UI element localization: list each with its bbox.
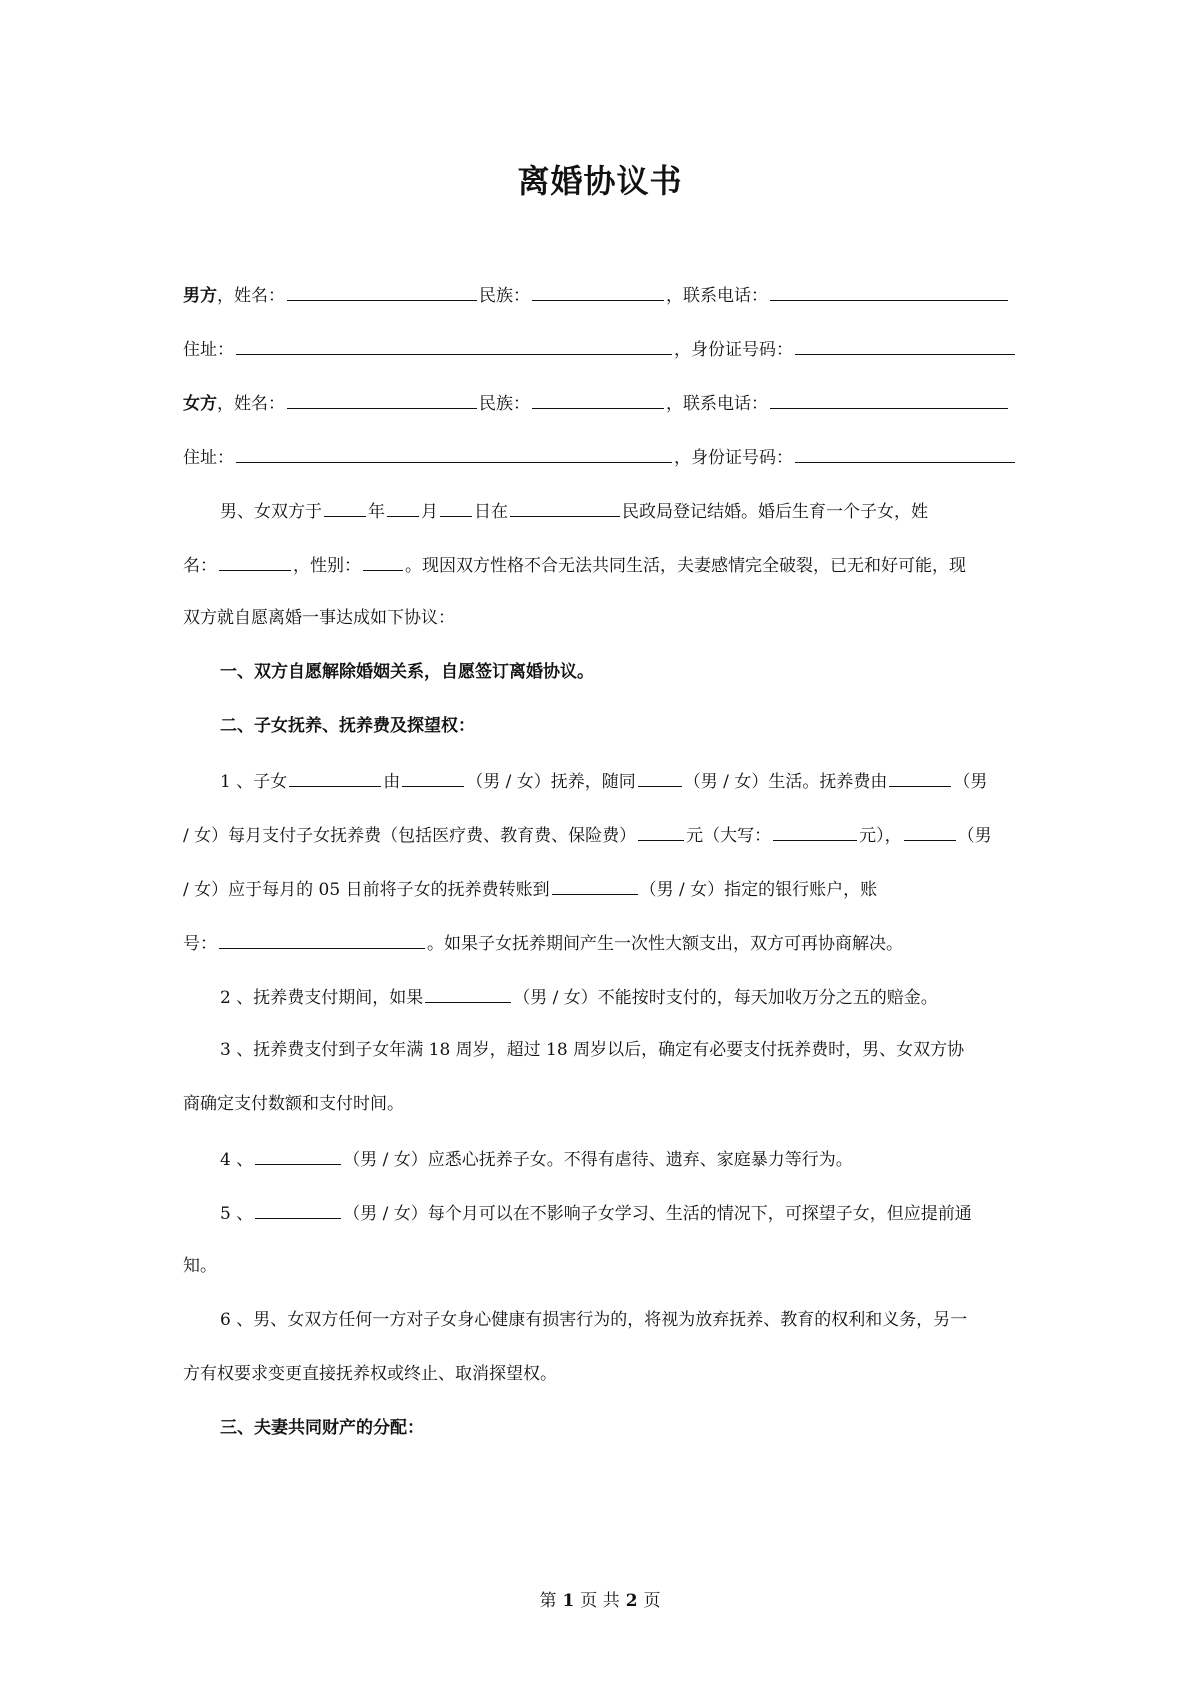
female-address-field[interactable] bbox=[236, 444, 672, 463]
address-label: 住址： bbox=[183, 340, 234, 360]
intro-text: 民政局登记结婚。婚后生育一个子女，姓 bbox=[622, 502, 928, 522]
clause-text: 1 、子女 bbox=[220, 772, 288, 792]
intro-line-1 bbox=[220, 498, 1023, 524]
caregiver-field[interactable] bbox=[255, 1146, 341, 1165]
intro-text: 男、女双方于 bbox=[220, 502, 322, 522]
clause-text: （男 / 女）生活。抚养费由 bbox=[683, 772, 888, 792]
payer-field[interactable] bbox=[889, 768, 951, 787]
clause-text: （男 / 女）指定的银行账户，账 bbox=[639, 880, 878, 900]
phone-label: ，联系电话： bbox=[666, 394, 768, 414]
child-field[interactable] bbox=[289, 768, 381, 787]
female-ethnicity-field[interactable] bbox=[532, 390, 664, 409]
amount-words-field[interactable] bbox=[773, 822, 857, 841]
clause-2-line bbox=[220, 984, 1023, 1010]
clause-1-line-1 bbox=[220, 768, 1023, 794]
male-address-line bbox=[183, 336, 1023, 362]
female-id-field[interactable] bbox=[795, 444, 1015, 463]
clause-3-line-2: 商确定支付数额和支付时间。 bbox=[183, 1094, 404, 1114]
intro-line-3: 双方就自愿离婚一事达成如下协议： bbox=[183, 608, 455, 628]
address-label: 住址： bbox=[183, 448, 234, 468]
document-title: 离婚协议书 bbox=[517, 162, 683, 200]
page-footer bbox=[0, 1586, 1200, 1611]
male-id-field[interactable] bbox=[795, 336, 1015, 355]
intro-text: 名： bbox=[183, 556, 217, 576]
male-phone-field[interactable] bbox=[770, 282, 1008, 301]
male-name-field[interactable] bbox=[287, 282, 477, 301]
section-2-heading: 二、子女抚养、抚养费及探望权： bbox=[220, 716, 475, 736]
ethnicity-label: 民族： bbox=[479, 286, 530, 306]
month-label: 月 bbox=[421, 502, 438, 522]
phone-label: ，联系电话： bbox=[666, 286, 768, 306]
name-label: ，姓名： bbox=[217, 394, 285, 414]
section-1-heading: 一、双方自愿解除婚姻关系，自愿签订离婚协议。 bbox=[220, 662, 594, 682]
child-name-field[interactable] bbox=[219, 552, 291, 571]
clause-text: （男 / 女）不能按时支付的，每天加收万分之五的赔金。 bbox=[513, 988, 938, 1008]
clause-6-line-2: 方有权要求变更直接抚养权或终止、取消探望权。 bbox=[183, 1364, 557, 1384]
clause-5-line-2: 知。 bbox=[183, 1256, 217, 1276]
clause-text: 号： bbox=[183, 934, 217, 954]
clause-text: （男 bbox=[953, 772, 988, 792]
clause-5-line-1 bbox=[220, 1200, 1023, 1226]
clause-text: 4 、 bbox=[220, 1150, 254, 1170]
clause-text: 。如果子女抚养期间产生一次性大额支出，双方可再协商解决。 bbox=[427, 934, 903, 954]
female-name-field[interactable] bbox=[287, 390, 477, 409]
footer-text: 第 bbox=[539, 1591, 557, 1611]
day-label: 日在 bbox=[474, 502, 508, 522]
male-address-field[interactable] bbox=[236, 336, 672, 355]
clause-3-line-1: 3 、抚养费支付到子女年满 18 周岁，超过 18 周岁以后，确定有必要支付抚养费时，男、女双方协 bbox=[220, 1040, 965, 1060]
total-pages-number: 2 bbox=[625, 1591, 638, 1611]
intro-text: 。现因双方性格不合无法共同生活，夫妻感情完全破裂，已无和好可能，现 bbox=[405, 556, 966, 576]
id-label: ，身份证号码： bbox=[674, 448, 793, 468]
custodian-field[interactable] bbox=[402, 768, 464, 787]
male-ethnicity-field[interactable] bbox=[532, 282, 664, 301]
amount-field[interactable] bbox=[638, 822, 684, 841]
marriage-year-field[interactable] bbox=[324, 498, 366, 517]
footer-text: 页 共 bbox=[580, 1591, 620, 1611]
female-info-line bbox=[183, 390, 1023, 416]
name-label: ，姓名： bbox=[217, 286, 285, 306]
male-label: 男方 bbox=[183, 286, 217, 306]
year-label: 年 bbox=[368, 502, 385, 522]
female-label: 女方 bbox=[183, 394, 217, 414]
female-phone-field[interactable] bbox=[770, 390, 1008, 409]
intro-text: ，性别： bbox=[293, 556, 361, 576]
marriage-day-field[interactable] bbox=[440, 498, 472, 517]
clause-text: （男 / 女）应悉心抚养子女。不得有虐待、遗弃、家庭暴力等行为。 bbox=[343, 1150, 853, 1170]
late-payer-field[interactable] bbox=[425, 984, 511, 1003]
account-number-field[interactable] bbox=[219, 930, 425, 949]
clause-text: （男 bbox=[957, 826, 992, 846]
footer-text: 页 bbox=[643, 1591, 661, 1611]
recipient-field[interactable] bbox=[552, 876, 638, 895]
clause-text: 5 、 bbox=[220, 1204, 254, 1224]
marriage-month-field[interactable] bbox=[387, 498, 419, 517]
clause-text: / 女）每月支付子女抚养费（包括医疗费、教育费、保险费） bbox=[183, 826, 637, 846]
section-3-heading: 三、夫妻共同财产的分配： bbox=[220, 1418, 424, 1438]
registry-office-field[interactable] bbox=[510, 498, 620, 517]
current-page-number: 1 bbox=[562, 1591, 575, 1611]
intro-line-2 bbox=[183, 552, 1023, 578]
clause-1-line-3 bbox=[183, 876, 1023, 902]
clause-text: / 女）应于每月的 05 日前将子女的抚养费转账到 bbox=[183, 880, 550, 900]
clause-text: 2 、抚养费支付期间，如果 bbox=[220, 988, 424, 1008]
child-gender-field[interactable] bbox=[363, 552, 403, 571]
clause-text: （男 / 女）每个月可以在不影响子女学习、生活的情况下，可探望子女，但应提前通 bbox=[343, 1204, 972, 1224]
payer-field-2[interactable] bbox=[904, 822, 956, 841]
clause-text: 由 bbox=[383, 772, 401, 792]
clause-text: 元（大写： bbox=[686, 826, 772, 846]
id-label: ，身份证号码： bbox=[674, 340, 793, 360]
clause-1-line-2 bbox=[183, 822, 1023, 848]
clause-6-line-1: 6 、男、女双方任何一方对子女身心健康有损害行为的，将视为放弃抚养、教育的权利和义务，另一 bbox=[220, 1310, 968, 1330]
clause-1-line-4 bbox=[183, 930, 1023, 956]
ethnicity-label: 民族： bbox=[479, 394, 530, 414]
clause-text: 元）， bbox=[859, 826, 902, 846]
living-with-field[interactable] bbox=[638, 768, 682, 787]
clause-4-line bbox=[220, 1146, 1023, 1172]
clause-text: （男 / 女）抚养，随同 bbox=[466, 772, 636, 792]
visitor-field[interactable] bbox=[255, 1200, 341, 1219]
male-info-line bbox=[183, 282, 1023, 308]
female-address-line bbox=[183, 444, 1023, 470]
